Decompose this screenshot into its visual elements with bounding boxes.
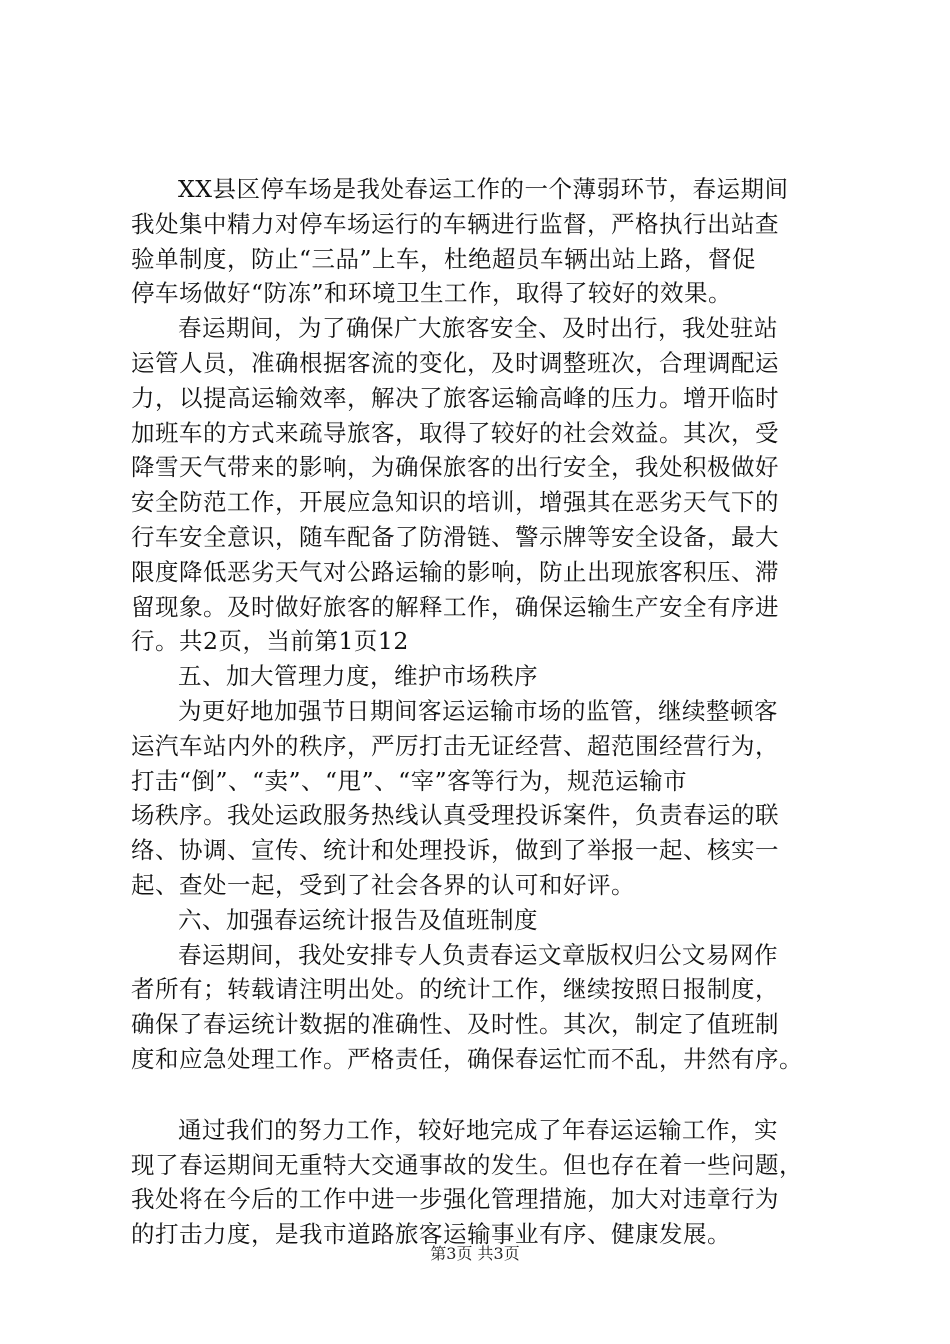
paragraph-line: 验单制度，防止“三品”上车，杜绝超员车辆出站上路，督促 bbox=[131, 244, 757, 273]
paragraph-line: 打击“倒”、“卖”、“甩”、“宰”客等行为，规范运输市 bbox=[131, 766, 688, 795]
paragraph-line: 降雪天气带来的影响，为确保旅客的出行安全，我处积极做好 bbox=[131, 453, 779, 482]
paragraph-line: 络、协调、宣传、统计和处理投诉，做到了举报一起、核实一 bbox=[131, 836, 779, 865]
paragraph-line: 度和应急处理工作。严格责任，确保春运忙而不乱，井然有序。 bbox=[131, 1044, 803, 1073]
paragraph-line: 我处将在今后的工作中进一步强化管理措施，加大对违章行为 bbox=[131, 1185, 779, 1214]
page-number-label: 第3页 共3页 bbox=[430, 1244, 520, 1263]
paragraph-line: 者所有；转载请注明出处。的统计工作，继续按照日报制度， bbox=[131, 975, 779, 1004]
paragraph-line: 行车安全意识，随车配备了防滑链、警示牌等安全设备，最大 bbox=[131, 522, 779, 551]
paragraph-line: 确保了春运统计数据的准确性、及时性。其次，制定了值班制 bbox=[131, 1010, 779, 1039]
paragraph-line: XX县区停车场是我处春运工作的一个薄弱环节，春运期间 bbox=[178, 175, 789, 203]
paragraph-line: 运管人员，准确根据客流的变化，及时调整班次，合理调配运 bbox=[131, 348, 779, 377]
paragraph-line: 为更好地加强节日期间客运运输市场的监管，继续整顿客 bbox=[178, 696, 778, 725]
paragraph-line: 现了春运期间无重特大交通事故的发生。但也存在着一些问题， bbox=[131, 1150, 803, 1179]
paragraph-gap bbox=[131, 1077, 861, 1113]
document-body bbox=[131, 172, 861, 1252]
paragraph-line: 限度降低恶劣天气对公路运输的影响，防止出现旅客积压、滞 bbox=[131, 557, 779, 586]
paragraph-line: 的打击力度，是我市道路旅客运输事业有序、健康发展。 bbox=[131, 1220, 731, 1249]
paragraph-line: 场秩序。我处运政服务热线认真受理投诉案件，负责春运的联 bbox=[131, 801, 779, 830]
paragraph-line: 行。共2页，当前第1页12 bbox=[131, 627, 409, 656]
section-heading: 五、加大管理力度，维护市场秩序 bbox=[178, 662, 538, 691]
paragraph-line: 加班车的方式来疏导旅客，取得了较好的社会效益。其次，受 bbox=[131, 418, 779, 447]
paragraph-line: 起、查处一起，受到了社会各界的认可和好评。 bbox=[131, 870, 635, 899]
paragraph-line: 通过我们的努力工作，较好地完成了年春运运输工作，实 bbox=[178, 1115, 778, 1144]
paragraph-line: 停车场做好“防冻”和环境卫生工作，取得了较好的效果。 bbox=[131, 279, 733, 308]
paragraph-line: 力，以提高运输效率，解决了旅客运输高峰的压力。增开临时 bbox=[131, 383, 779, 412]
paragraph-line: 留现象。及时做好旅客的解释工作，确保运输生产安全有序进 bbox=[131, 592, 779, 621]
paragraph-line: 安全防范工作，开展应急知识的培训，增强其在恶劣天气下的 bbox=[131, 488, 779, 517]
paragraph-line: 春运期间，我处安排专人负责春运文章版权归公文易网作 bbox=[178, 940, 778, 969]
page-footer bbox=[0, 1244, 950, 1264]
paragraph-line: 我处集中精力对停车场运行的车辆进行监督，严格执行出站查 bbox=[131, 209, 779, 238]
section-heading: 六、加强春运统计报告及值班制度 bbox=[178, 905, 538, 934]
paragraph-line: 春运期间，为了确保广大旅客安全、及时出行，我处驻站 bbox=[178, 314, 778, 343]
paragraph-line: 运汽车站内外的秩序，严厉打击无证经营、超范围经营行为， bbox=[131, 731, 779, 760]
